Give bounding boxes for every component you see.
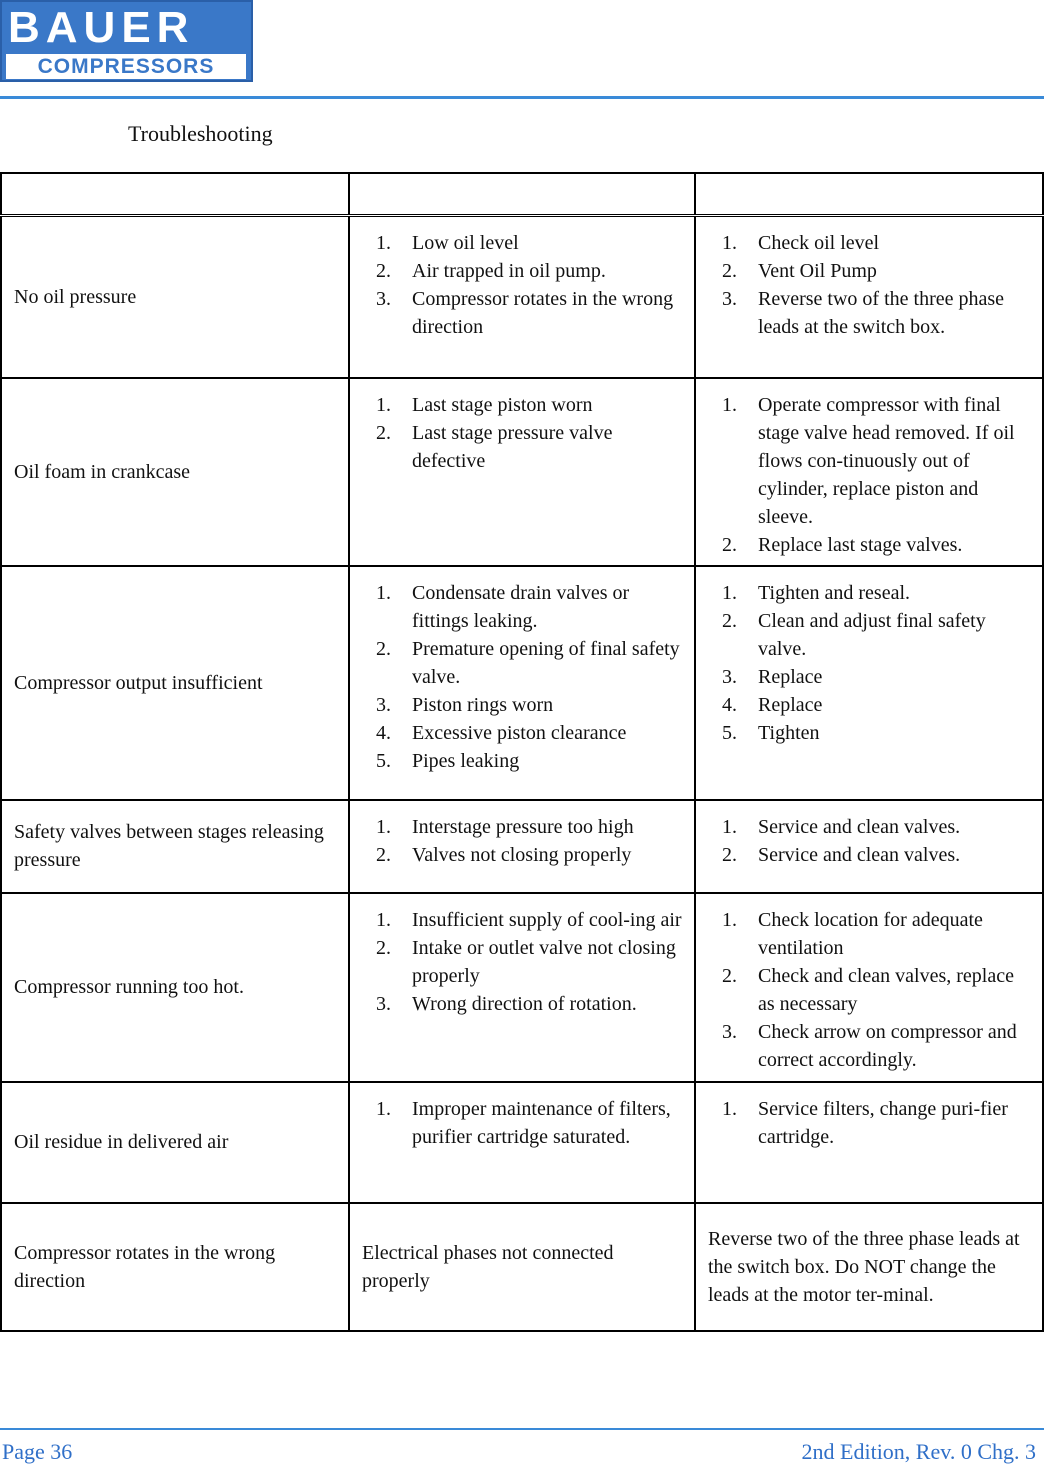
remedy-cell [695,1082,1043,1203]
list-item: 1. Improper maintenance of filters, purifier cartridge saturated. [376,1097,671,1148]
table-row [1,1203,1043,1331]
list-item: 3. Compressor rotates in the wrong direction [376,288,674,338]
edition-label: 2nd Edition, Rev. 0 Chg. 3 [801,1439,1036,1464]
problem-cell: No oil pressure [1,216,349,378]
remedy-cell [695,800,1043,893]
list-item: 4. Excessive piston clearance [376,721,627,744]
cause-cell [349,216,695,378]
footer-rule [0,1428,1044,1430]
cause-list [350,813,694,869]
problem-cell: Safety valves between stages releasing pressure [1,800,349,893]
remedy-list [696,579,1042,747]
list-item: 2. Air trapped in oil pump. [376,260,606,282]
remedy-list [696,813,1042,869]
cause-cell [349,1082,695,1203]
list-item: 1. Check oil level [722,232,880,254]
list-item: 3. Reverse two of the three phase leads at the switch box. [722,288,1005,338]
list-item: 1. Service filters, change puri-fier cartridge. [722,1097,1008,1148]
list-item: 2. Valves not closing properly [376,843,632,866]
table-row [1,893,1043,1082]
troubleshooting-table [0,172,1044,1332]
problem-cell: Compressor output insufficient [1,566,349,800]
remedy-list [696,229,1042,341]
table-row [1,566,1043,800]
header-cell-remedy [695,173,1043,216]
cause-list [350,1095,694,1151]
cause-cell [349,800,695,893]
list-item: 3. Piston rings worn [376,693,554,716]
cause-cell [349,566,695,800]
cause-list [350,229,694,341]
header-rule [0,96,1044,99]
list-item: 1. Operate compressor with final stage valve head removed. If oil flows con-tinuously out of cylinder, replace piston and sleeve. [722,393,1015,528]
list-item: 1. Insufficient supply of cool-ing air [376,908,682,931]
problem-cell: Compressor running too hot. [1,893,349,1082]
table-row [1,800,1043,893]
remedy-cell [695,378,1043,566]
remedy-cell [695,893,1043,1082]
list-item: 5. Pipes leaking [376,749,520,772]
list-item: 2. Premature opening of final safety valve. [376,637,680,688]
problem-cell: Oil foam in crankcase [1,378,349,566]
list-item: 1. Tighten and reseal. [722,581,911,604]
cause-cell [349,378,695,566]
table-header-row [1,173,1043,216]
cause-list [350,906,694,1018]
remedy-cell: Reverse two of the three phase leads at the switch box. Do NOT change the leads at the motor ter-minal. [695,1203,1043,1331]
table-row [1,1082,1043,1203]
cause-list [350,391,694,475]
list-item: 2. Check and clean valves, replace as necessary [722,964,1014,1015]
list-item: 1. Service and clean valves. [722,815,961,838]
page-number: Page 36 [2,1439,73,1464]
list-item: 2. Replace last stage valves. [722,533,963,556]
list-item: 1. Interstage pressure too high [376,815,634,838]
list-item: 1. Check location for adequate ventilation [722,908,983,959]
cause-cell: Electrical phases not connected properly [349,1203,695,1331]
list-item: 3. Wrong direction of rotation. [376,992,637,1015]
list-item: 2. Intake or outlet valve not closing properly [376,936,676,987]
list-item: 2. Service and clean valves. [722,843,961,866]
table-row [1,378,1043,566]
cause-list [350,579,694,775]
problem-cell: Compressor rotates in the wrong direction [1,1203,349,1331]
problem-cell: Oil residue in delivered air [1,1082,349,1203]
bauer-compressors-logo [0,0,253,82]
remedy-cell [695,566,1043,800]
list-item: 1. Last stage piston worn [376,393,593,416]
section-title: Troubleshooting [128,121,273,146]
list-item: 2. Clean and adjust final safety valve. [722,609,986,660]
list-item: 1. Condensate drain valves or fittings leaking. [376,581,630,632]
list-item: 3. Check arrow on compressor and correct accordingly. [722,1020,1017,1071]
header-cell-cause [349,173,695,216]
list-item: 5. Tighten [722,721,820,744]
remedy-cell [695,216,1043,378]
list-item: 1. Low oil level [376,232,519,254]
list-item: 2. Last stage pressure valve defective [376,421,613,472]
list-item: 2. Vent Oil Pump [722,260,877,282]
logo-bottom-text: COMPRESSORS [6,54,246,79]
cause-cell [349,893,695,1082]
table-row [1,216,1043,378]
list-item: 4. Replace [722,693,823,716]
remedy-list [696,391,1042,559]
remedy-list [696,906,1042,1074]
list-item: 3. Replace [722,665,823,688]
remedy-list [696,1095,1042,1151]
header-cell-problem [1,173,349,216]
logo-top-text: BAUER [8,3,195,52]
